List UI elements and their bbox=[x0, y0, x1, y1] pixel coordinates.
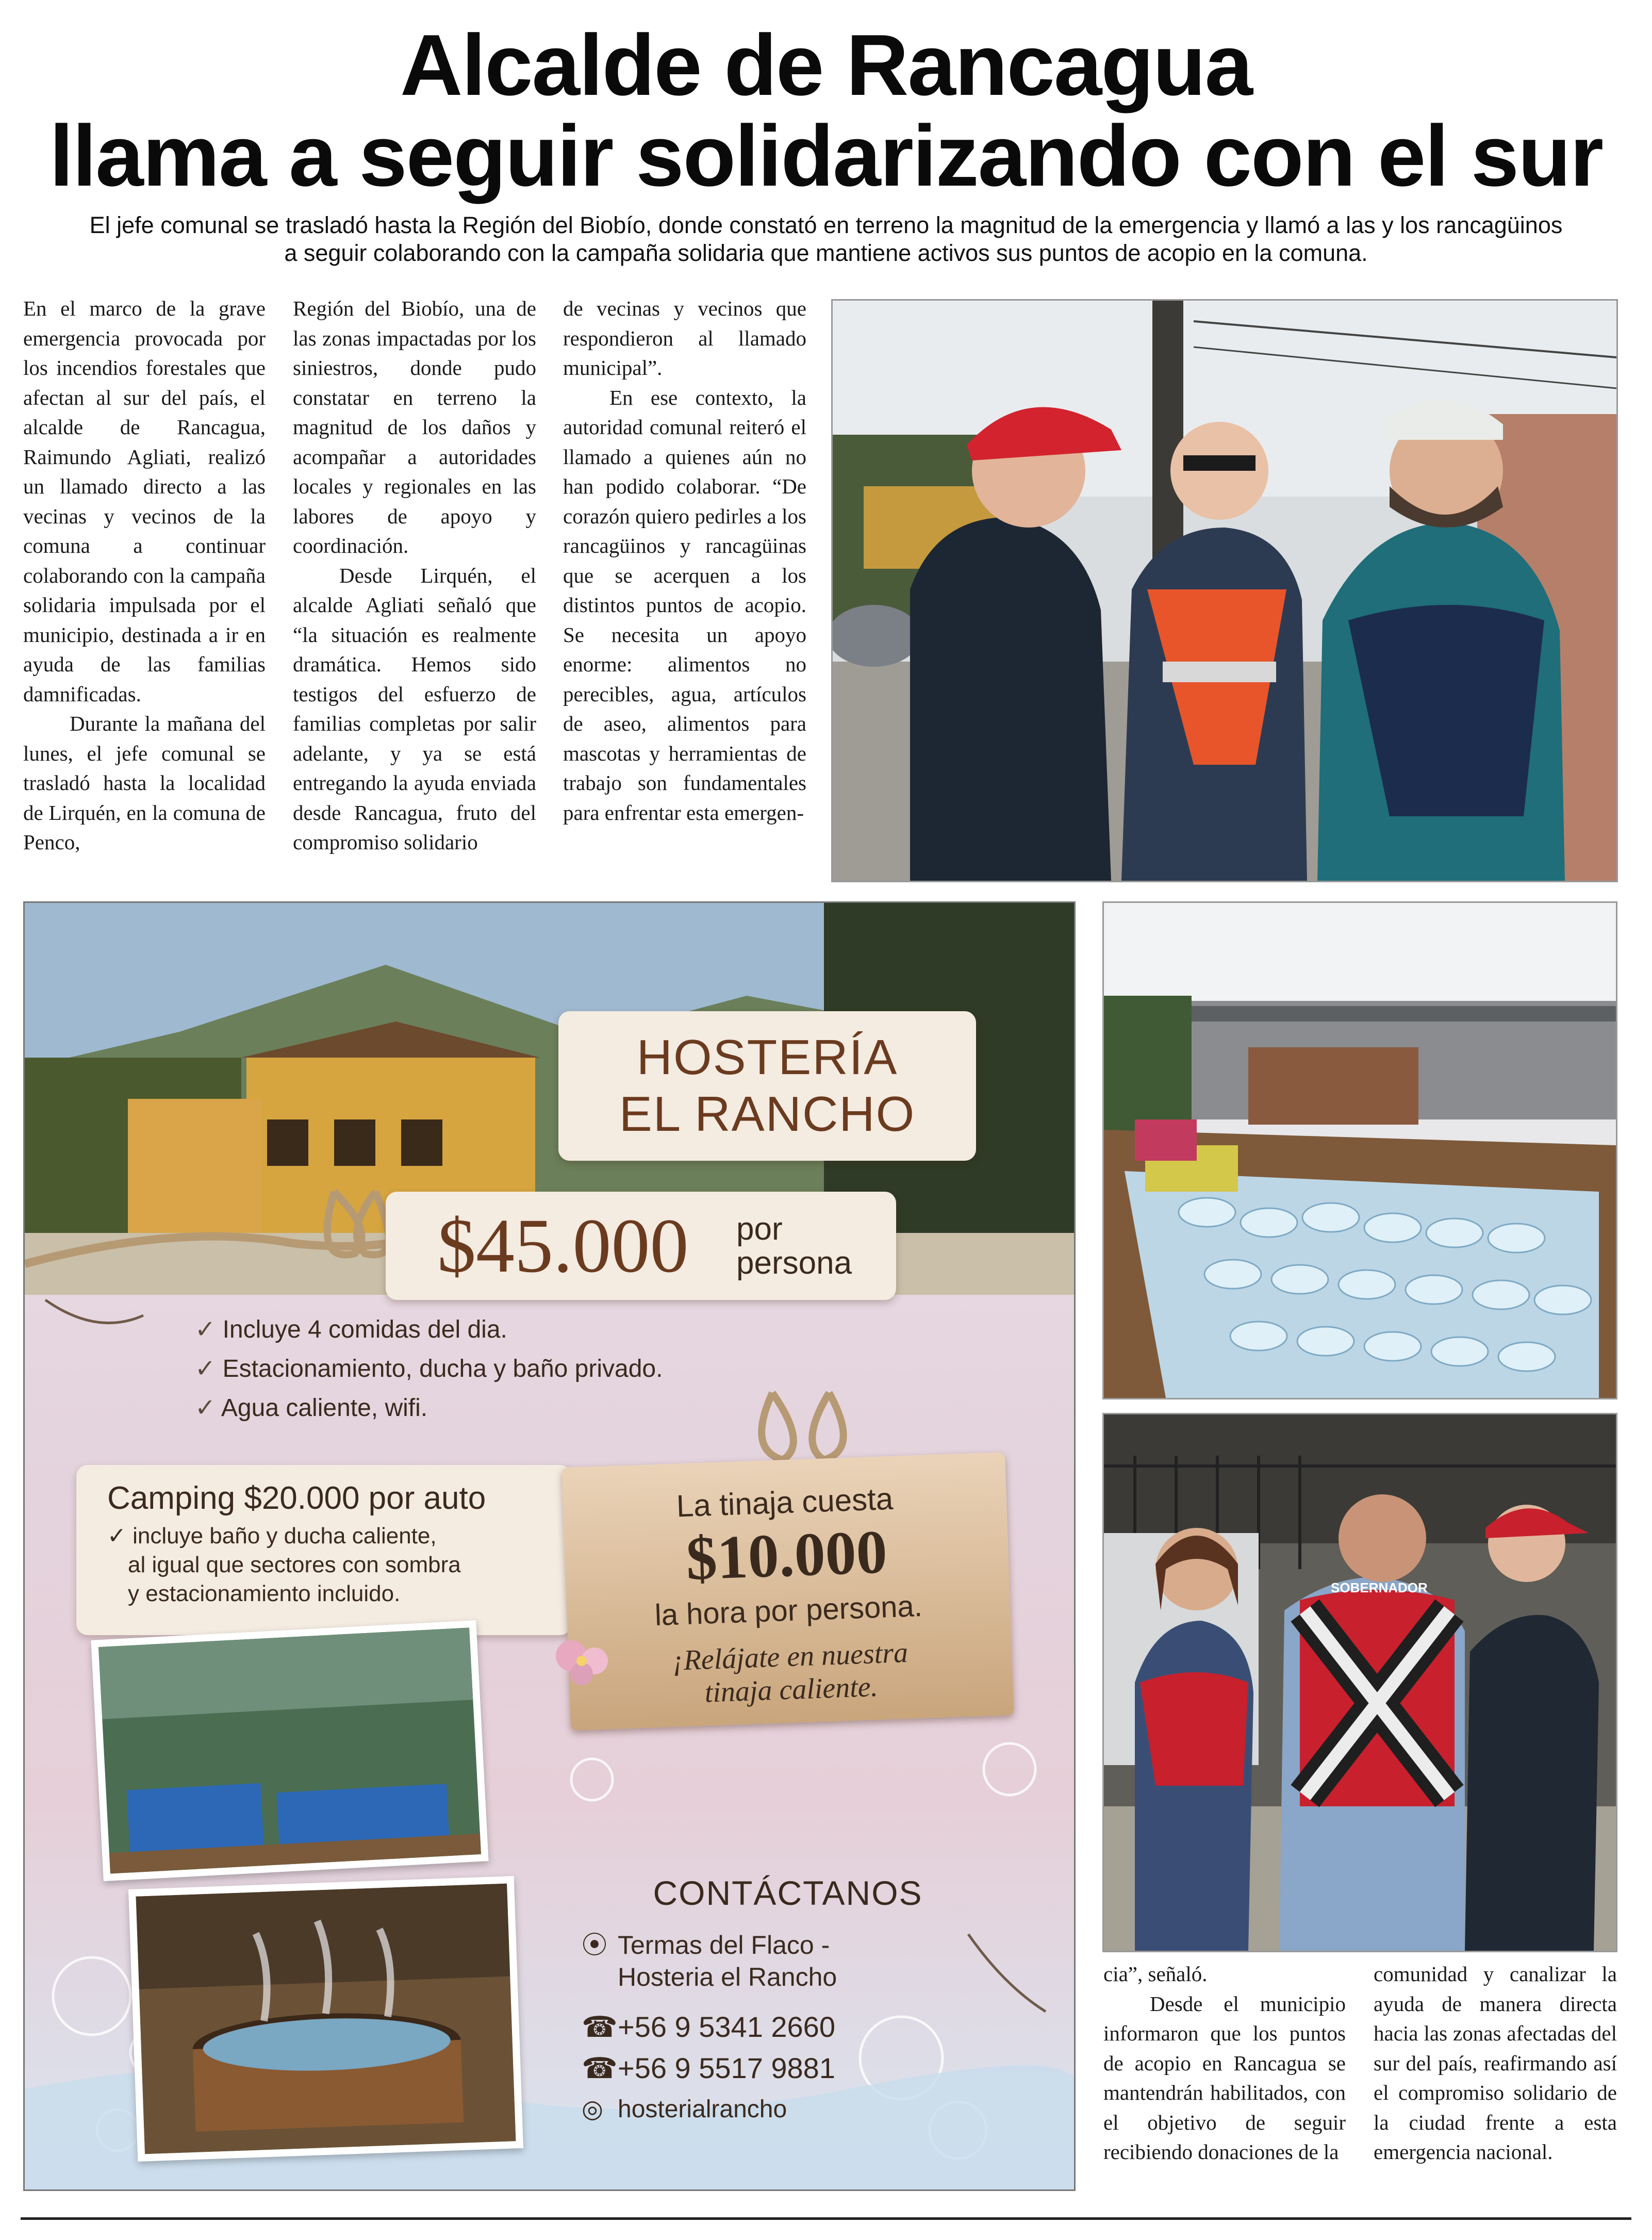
ad-relax-line-2: tinaja caliente. bbox=[704, 1671, 879, 1709]
lede bbox=[52, 211, 1600, 267]
ad-contact-title: CONTÁCTANOS bbox=[653, 1874, 923, 1912]
ad-tinaja-line-1: La tinaja cuesta bbox=[675, 1481, 894, 1524]
ad-location bbox=[582, 1929, 837, 1993]
ad-camping-details bbox=[107, 1522, 461, 1608]
ad-relax-text bbox=[568, 1633, 1014, 1714]
paragraph: En el marco de la grave emergencia provocada por los incendios forestales que afectan al sur del país, el alcalde de Rancagua, Raimundo Agliati, realizó un llamado directo a las vecinas y vecinos de la comuna a continuar colaborando con la campaña solidaria impulsada por el municipio, destinada a ir en ayuda de las familias damnificadas. bbox=[23, 297, 266, 706]
ad-camping-line-1: incluye baño y ducha caliente, bbox=[133, 1523, 437, 1549]
ad-feature-item: ✓ Agua caliente, wifi. bbox=[195, 1394, 428, 1422]
phone-icon: ☎ bbox=[582, 2052, 618, 2084]
ad-title-line-2: EL RANCHO bbox=[619, 1086, 916, 1142]
ad-phone-row[interactable] bbox=[582, 2006, 835, 2048]
flower-decoration bbox=[540, 1625, 623, 1692]
paragraph: comunidad y canalizar la ayuda de manera directa hacia las zonas afectadas del sur del país, reafirmando así el compromiso solidario de la ciudad frente a esta emergencia nacional. bbox=[1374, 1962, 1617, 2164]
ad-phones bbox=[582, 2006, 835, 2130]
ad-tinaja-price: $10.000 bbox=[685, 1517, 888, 1593]
ad-price-board bbox=[386, 1192, 896, 1300]
article-column-4 bbox=[1103, 1959, 1346, 2167]
headline bbox=[0, 17, 1652, 204]
check-icon: ✓ bbox=[195, 1316, 223, 1343]
vest-label: SOBERNADOR bbox=[1331, 1580, 1428, 1595]
ad-contact-section bbox=[556, 1872, 1020, 2140]
paragraph: cia”, señaló. bbox=[1103, 1962, 1208, 1986]
article-column-1 bbox=[23, 294, 266, 858]
ad-price-unit bbox=[736, 1212, 852, 1280]
ad-camping-board bbox=[76, 1465, 571, 1635]
article-column-3 bbox=[563, 294, 806, 828]
photo-donated-water-bottles bbox=[1102, 901, 1617, 1399]
ad-feature-list bbox=[195, 1310, 814, 1428]
check-icon: ✓ bbox=[195, 1355, 223, 1382]
ad-feature-item: ✓ Estacionamiento, ducha y baño privado. bbox=[195, 1355, 663, 1382]
check-icon: ✓ bbox=[195, 1394, 221, 1422]
paragraph: Desde el municipio informaron que los puntos de acopio en Rancagua se mantendrán habilitados, con el objetivo de seguir recibiendo donaciones de la bbox=[1103, 1991, 1346, 2164]
bottom-rule bbox=[21, 2217, 1631, 2220]
ad-price-unit-line-2: persona bbox=[736, 1245, 852, 1281]
ad-location-line-2: Hosteria el Rancho bbox=[618, 1963, 837, 1991]
photo-officials-street bbox=[831, 299, 1618, 882]
lede-line-2: a seguir colaborando con la campaña solidaria que mantiene activos sus puntos de acopio en la comuna. bbox=[284, 240, 1368, 266]
ad-camping-line-2: al igual que sectores con sombra bbox=[128, 1552, 461, 1577]
ad-title-line-1: HOSTERÍA bbox=[636, 1030, 898, 1085]
ad-title-board bbox=[558, 1011, 976, 1161]
article-column-5 bbox=[1374, 1959, 1617, 2167]
headline-line-2: llama a seguir solidarizando con el sur bbox=[49, 107, 1603, 204]
ad-camping-title: Camping $20.000 por auto bbox=[107, 1480, 486, 1516]
ad-tinaja-line-2: la hora por persona. bbox=[654, 1589, 923, 1633]
ad-price-unit-line-1: por bbox=[736, 1211, 783, 1247]
paragraph: En ese contexto, la autoridad comunal reiteró el llamado a quienes aún no han podido colaborar. “De corazón quiero pedirles a los rancagüinos y rancagüinas que se acerquen a los distintos puntos de acopio. Se necesita un apoyo enorme: alimentos no perecibles, agua, artículos de aseo, alimentos para mascotas y herramientas de trabajo son fundamentales para enfrentar esta emergen- bbox=[563, 385, 806, 825]
photo-officials-vests bbox=[1102, 1413, 1617, 1952]
ad-phone-1[interactable]: +56 9 5341 2660 bbox=[618, 2011, 835, 2043]
paragraph: de vecinas y vecinos que respondieron al llamado municipal”. bbox=[563, 297, 806, 380]
phone-icon: ☎ bbox=[582, 2011, 618, 2043]
ad-instagram-row[interactable] bbox=[582, 2089, 835, 2130]
ad-phone-2[interactable]: +56 9 5517 9881 bbox=[618, 2052, 835, 2084]
ad-hot-tub-photo bbox=[128, 1876, 523, 2162]
paragraph: Desde Lirquén, el alcalde Agliati señaló que “la situación es realmente dramática. Hemos sido testigos del esfuerzo de familias completas por salir adelante, y ya se está entregando la ayuda enviada desde Rancagua, fruto del compromiso solidario bbox=[293, 563, 536, 854]
location-pin-icon: ⦿ bbox=[582, 1931, 607, 1959]
ad-phone-row[interactable] bbox=[582, 2048, 835, 2089]
check-icon: ✓ bbox=[107, 1523, 133, 1549]
ad-feature-item: ✓ Incluye 4 comidas del dia. bbox=[195, 1316, 507, 1343]
lede-line-1: El jefe comunal se trasladó hasta la Región del Biobío, donde constató en terreno la magnitud de la emergencia y llamó a las y los rancagüinos bbox=[89, 212, 1563, 238]
ad-price: $45.000 bbox=[437, 1203, 689, 1289]
article-column-2 bbox=[293, 294, 536, 858]
ad-camping-line-3: y estacionamiento incluido. bbox=[128, 1581, 401, 1606]
ad-instagram-handle[interactable]: hosterialrancho bbox=[618, 2096, 787, 2123]
ad-room-photo bbox=[91, 1620, 488, 1882]
ad-location-line-1: Termas del Flaco - bbox=[618, 1931, 830, 1959]
advertisement-hosteria-el-rancho bbox=[23, 901, 1076, 2191]
ad-tinaja-board bbox=[561, 1452, 1014, 1731]
paragraph: Región del Biobío, una de las zonas impactadas por los siniestros, donde pudo constatar en terreno la magnitud de los daños y acompañar a autoridades locales y regionales en las labores de apoyo y coordinación. bbox=[293, 297, 536, 557]
ad-relax-line-1: ¡Relájate en nuestra bbox=[671, 1636, 908, 1677]
paragraph: Durante la mañana del lunes, el jefe comunal se trasladó hasta la localidad de Lirquén, en la comuna de Penco, bbox=[23, 712, 266, 854]
instagram-icon: ◎ bbox=[582, 2096, 603, 2123]
headline-line-1: Alcalde de Rancagua bbox=[400, 17, 1252, 113]
